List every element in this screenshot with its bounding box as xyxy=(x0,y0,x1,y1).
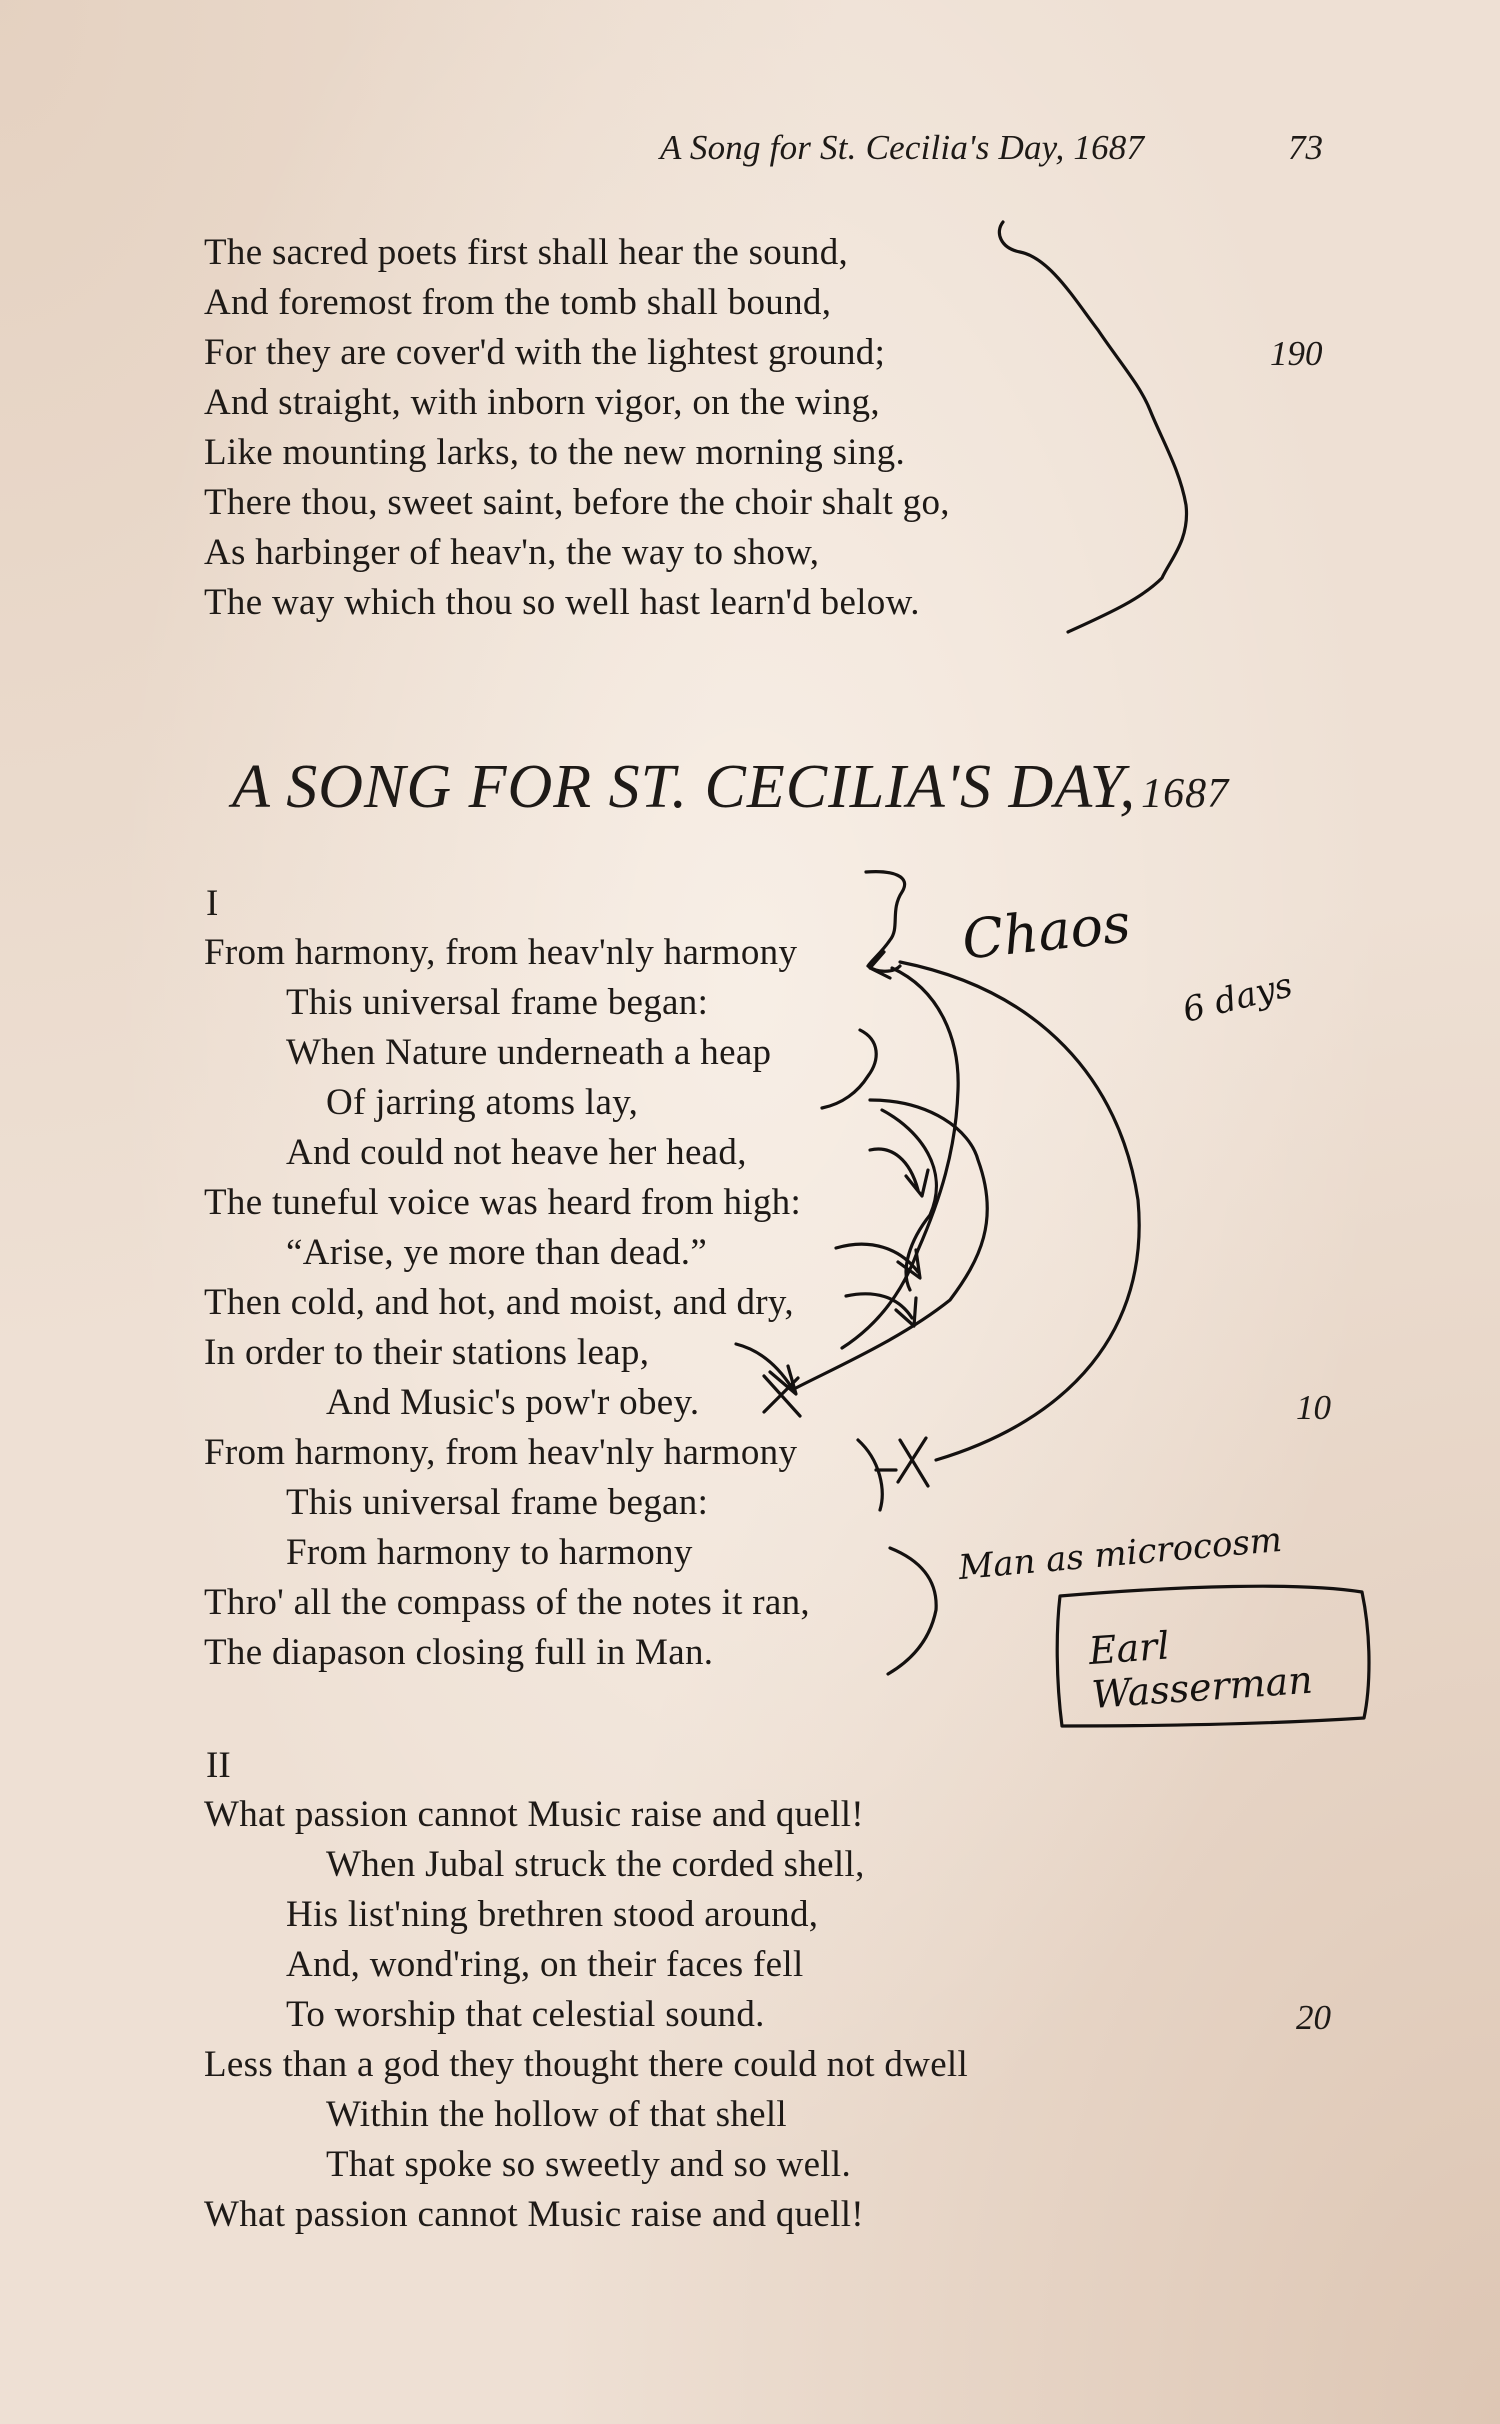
poem-line: What passion cannot Music raise and quell! xyxy=(204,1794,864,1835)
line-number: 10 xyxy=(1296,1388,1331,1427)
poem-line: The sacred poets first shall hear the sound, xyxy=(204,232,849,273)
poem-line: And could not heave her head, xyxy=(286,1132,747,1173)
stanza-numeral: II xyxy=(206,1745,231,1786)
poem-line: The diapason closing full in Man. xyxy=(204,1632,714,1673)
brace-stroke xyxy=(822,1030,876,1108)
arrow-stroke xyxy=(870,952,890,978)
poem-line: In order to their stations leap, xyxy=(204,1332,650,1373)
bracket-stroke xyxy=(888,1548,936,1674)
poem-line: Of jarring atoms lay, xyxy=(326,1082,639,1123)
brace-stroke xyxy=(866,872,905,972)
arrow-stroke xyxy=(858,1440,896,1510)
poem-line: Then cold, and hot, and moist, and dry, xyxy=(204,1282,794,1323)
poem-line: As harbinger of heav'n, the way to show, xyxy=(204,532,820,573)
poem-line: And foremost from the tomb shall bound, xyxy=(204,282,832,323)
bracket-stroke xyxy=(999,222,1186,632)
handwritten-earl-wasserman: Earl Wasserman xyxy=(1087,1623,1315,1717)
poem-line: From harmony, from heav'nly harmony xyxy=(204,932,798,973)
poem-line: And, wond'ring, on their faces fell xyxy=(286,1944,804,1985)
poem-line: Like mounting larks, to the new morning sing. xyxy=(204,432,905,473)
poem-title-text: A SONG FOR ST. CECILIA'S DAY, xyxy=(232,753,1137,821)
arrow-stroke xyxy=(736,1344,796,1394)
poem-line: And Music's pow'r obey. xyxy=(326,1382,700,1423)
x-mark xyxy=(898,1438,928,1486)
poem-line: Less than a god they thought there could not dwell xyxy=(204,2044,969,2085)
handwritten-chaos: Chaos xyxy=(959,891,1134,972)
poem-line: For they are cover'd with the lightest ground; xyxy=(204,332,886,373)
poem-line: When Jubal struck the corded shell, xyxy=(326,1844,865,1885)
poem-line: That spoke so sweetly and so well. xyxy=(326,2144,852,2185)
poem-line: When Nature underneath a heap xyxy=(286,1032,772,1073)
poem-line: Thro' all the compass of the notes it ran, xyxy=(204,1582,810,1623)
poem-line: Within the hollow of that shell xyxy=(326,2094,787,2135)
line-number: 20 xyxy=(1296,1998,1331,2037)
handwritten-man-microcosm: Man as microcosm xyxy=(956,1519,1284,1589)
poem-line: This universal frame began: xyxy=(286,982,709,1023)
poem-line: “Arise, ye more than dead.” xyxy=(286,1232,708,1273)
poem-line: There thou, sweet saint, before the choir shalt go, xyxy=(204,482,950,523)
arrow-stroke xyxy=(870,1149,928,1196)
running-title: A Song for St. Cecilia's Day, 1687 xyxy=(660,128,1145,167)
poem-line: From harmony to harmony xyxy=(286,1532,693,1573)
poem-line: From harmony, from heav'nly harmony xyxy=(204,1432,798,1473)
poem-line: To worship that celestial sound. xyxy=(286,1994,765,2035)
poem-line: And straight, with inborn vigor, on the wing, xyxy=(204,382,880,423)
handwritten-six-days: 6 days xyxy=(1178,965,1297,1031)
poem-line: The way which thou so well hast learn'd below. xyxy=(204,582,920,623)
stanza-numeral: I xyxy=(206,883,219,924)
poem-line: This universal frame began: xyxy=(286,1482,709,1523)
curve-stroke xyxy=(792,1100,987,1390)
arrow-stroke xyxy=(846,1294,916,1326)
poem-line: The tuneful voice was heard from high: xyxy=(204,1182,802,1223)
curve-stroke xyxy=(900,962,1139,1460)
page-number: 73 xyxy=(1288,128,1323,167)
poem-line: His list'ning brethren stood around, xyxy=(286,1894,819,1935)
line-number: 190 xyxy=(1270,334,1323,373)
poem-title-year: 1687 xyxy=(1141,771,1230,817)
poem-line: What passion cannot Music raise and quell! xyxy=(204,2194,864,2235)
